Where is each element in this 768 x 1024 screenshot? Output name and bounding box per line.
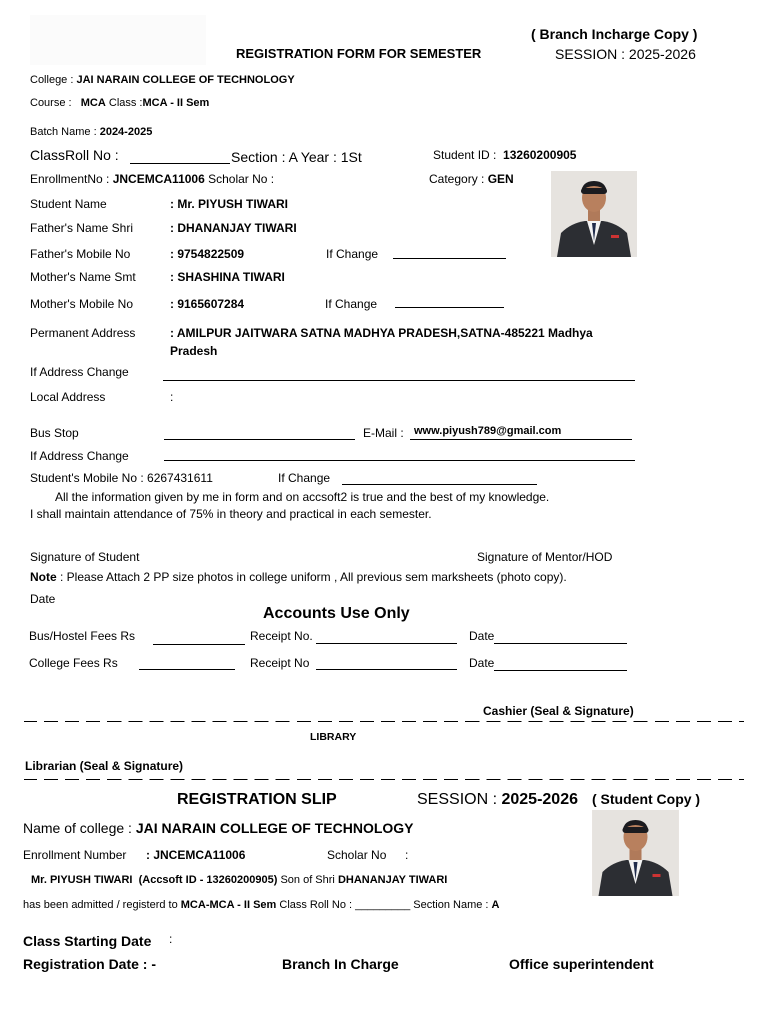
- signature-student: Signature of Student: [30, 550, 140, 564]
- slip-session-label: SESSION :: [417, 791, 502, 808]
- if-change-3: If Change: [278, 471, 331, 485]
- if-address-change-1-blank: [163, 380, 635, 381]
- accounts-title: Accounts Use Only: [263, 605, 410, 622]
- student-name-label: Student Name: [30, 197, 107, 211]
- student-photo: [551, 171, 637, 257]
- slip-admitted-line: [23, 900, 500, 911]
- local-address-colon: :: [170, 390, 174, 404]
- student-id-label: Student ID :: [433, 148, 497, 162]
- if-change-1: If Change: [326, 247, 379, 261]
- copy-label: ( Branch Incharge Copy ): [531, 26, 698, 42]
- mother-mobile-value: : 9165607284: [170, 297, 245, 311]
- signature-mentor: Signature of Mentor/HOD: [477, 550, 613, 564]
- if-change-2-blank: [395, 307, 504, 308]
- bus-stop-blank: [164, 439, 355, 440]
- course-line: [30, 98, 209, 109]
- email-blank: [410, 439, 632, 440]
- slip-class-roll: Class Roll No : _________ Section Name :: [276, 899, 492, 911]
- enrollment-line: [30, 173, 274, 185]
- batch-value: 2024-2025: [99, 126, 153, 138]
- cut-line-1: [24, 721, 744, 722]
- declaration-line1: All the information given by me in form and on accsoft2 is true and the best of my knowledge.: [55, 490, 550, 504]
- course-value: MCA: [80, 97, 106, 109]
- college-fees-blank: [139, 669, 235, 670]
- perm-address-line1: : AMILPUR JAITWARA SATNA MADHYA PRADESH,SATNA-485221 Madhya: [170, 326, 593, 340]
- student-copy-label: ( Student Copy ): [592, 791, 701, 807]
- email-label: E-Mail :: [363, 426, 404, 440]
- scholar-label: Scholar No :: [208, 172, 275, 186]
- category-label: Category :: [429, 172, 485, 186]
- father-mobile-label: Father's Mobile No: [30, 247, 131, 261]
- slip-enrollment-value: : JNCEMCA11006: [146, 848, 246, 862]
- note-text: : Please Attach 2 PP size photos in college uniform , All previous sem marksheets (photo copy).: [56, 570, 567, 584]
- note-line: [30, 571, 567, 583]
- if-change-3-blank: [342, 484, 537, 485]
- date-1-label: Date: [469, 629, 495, 643]
- slip-student-photo: [592, 810, 679, 896]
- date-2-blank: [494, 670, 627, 671]
- form-title: REGISTRATION FORM FOR SEMESTER: [236, 46, 482, 61]
- enrollment-label: EnrollmentNo :: [30, 172, 110, 186]
- class-value: MCA - II Sem: [142, 97, 210, 109]
- slip-title: REGISTRATION SLIP: [177, 791, 337, 808]
- if-address-change-1: If Address Change: [30, 365, 129, 379]
- class-starting-label: Class Starting Date: [23, 933, 152, 949]
- logo-placeholder: [30, 15, 206, 65]
- librarian-label: Librarian (Seal & Signature): [25, 759, 184, 773]
- receipt-no-2: Receipt No: [250, 656, 310, 670]
- class-starting-colon: :: [169, 932, 173, 946]
- course-label: Course :: [30, 97, 72, 109]
- mother-name-label: Mother's Name Smt: [30, 270, 136, 284]
- slip-section-value: A: [491, 899, 500, 911]
- receipt-no-2-blank: [316, 669, 457, 670]
- slip-student-photo-image: [592, 810, 679, 896]
- bus-fees-label: Bus/Hostel Fees Rs: [29, 629, 136, 643]
- category-value: GEN: [487, 172, 514, 186]
- session-label: SESSION : 2025-2026: [555, 46, 696, 62]
- slip-student-line: [31, 875, 447, 886]
- note-label: Note: [30, 570, 57, 584]
- mother-mobile-label: Mother's Mobile No: [30, 297, 133, 311]
- father-name-value: : DHANANJAY TIWARI: [170, 221, 297, 235]
- college-label: College :: [30, 74, 74, 86]
- slip-father: DHANANJAY TIWARI: [337, 874, 448, 886]
- slip-accsoft: (Accsoft ID - 13260200905): [138, 874, 278, 886]
- cut-line-2: [24, 779, 744, 780]
- slip-session: [417, 792, 578, 808]
- email-value: www.piyush789@gmail.com: [414, 425, 562, 437]
- slip-college-line: [23, 821, 414, 835]
- slip-college-label: Name of college :: [23, 820, 136, 836]
- declaration-line2: I shall maintain attendance of 75% in theory and practical in each semester.: [30, 507, 432, 521]
- slip-college-value: JAI NARAIN COLLEGE OF TECHNOLOGY: [135, 820, 414, 836]
- batch-label: Batch Name :: [30, 126, 97, 138]
- receipt-no-1: Receipt No.: [250, 629, 313, 643]
- student-mobile: Student's Mobile No : 6267431611: [30, 471, 213, 485]
- local-address-label: Local Address: [30, 390, 106, 404]
- slip-session-value: 2025-2026: [501, 791, 578, 808]
- father-mobile-value: : 9754822509: [170, 247, 245, 261]
- category: [429, 173, 514, 185]
- college-fees-label: College Fees Rs: [29, 656, 118, 670]
- receipt-no-1-blank: [316, 643, 457, 644]
- slip-student-name: Mr. PIYUSH TIWARI: [31, 874, 133, 886]
- date-label: Date: [30, 592, 56, 606]
- student-id-value: 13260200905: [503, 148, 577, 162]
- perm-address-label: Permanent Address: [30, 326, 136, 340]
- library-label: LIBRARY: [310, 731, 357, 743]
- perm-address-line2: Pradesh: [170, 344, 218, 358]
- bus-stop-label: Bus Stop: [30, 426, 79, 440]
- mother-name-value: : SHASHINA TIWARI: [170, 270, 285, 284]
- if-change-1-blank: [393, 258, 506, 259]
- enrollment-value: JNCEMCA11006: [112, 172, 205, 186]
- classroll-label: ClassRoll No :: [30, 147, 119, 163]
- section-year: Section : A Year : 1St: [231, 149, 362, 165]
- batch-line: [30, 127, 152, 138]
- office-superintendent-label: Office superintendent: [509, 956, 654, 972]
- student-photo-image: [551, 171, 637, 257]
- slip-admitted-text: has been admitted / registerd to: [23, 899, 181, 911]
- date-1-blank: [494, 643, 627, 644]
- cashier-label: Cashier (Seal & Signature): [483, 704, 634, 718]
- slip-son-of: Son of Shri: [277, 874, 338, 886]
- class-label: Class :: [108, 97, 143, 109]
- college-line: [30, 75, 295, 86]
- student-name-value: : Mr. PIYUSH TIWARI: [170, 197, 289, 211]
- slip-scholar-colon: :: [405, 848, 409, 862]
- college-value: JAI NARAIN COLLEGE OF TECHNOLOGY: [76, 74, 295, 86]
- bus-fees-blank: [153, 644, 245, 645]
- father-name-label: Father's Name Shri: [30, 221, 133, 235]
- if-change-2: If Change: [325, 297, 378, 311]
- if-address-change-2-blank: [164, 460, 635, 461]
- branch-in-charge-label: Branch In Charge: [282, 956, 399, 972]
- slip-scholar-label: Scholar No: [327, 848, 387, 862]
- slip-class-value: MCA-MCA - II Sem: [180, 899, 277, 911]
- registration-date-label: Registration Date : -: [23, 956, 157, 972]
- slip-enrollment-label: Enrollment Number: [23, 848, 127, 862]
- if-address-change-2: If Address Change: [30, 449, 129, 463]
- student-id: [433, 149, 576, 161]
- classroll-blank: [130, 163, 230, 164]
- date-2-label: Date: [469, 656, 495, 670]
